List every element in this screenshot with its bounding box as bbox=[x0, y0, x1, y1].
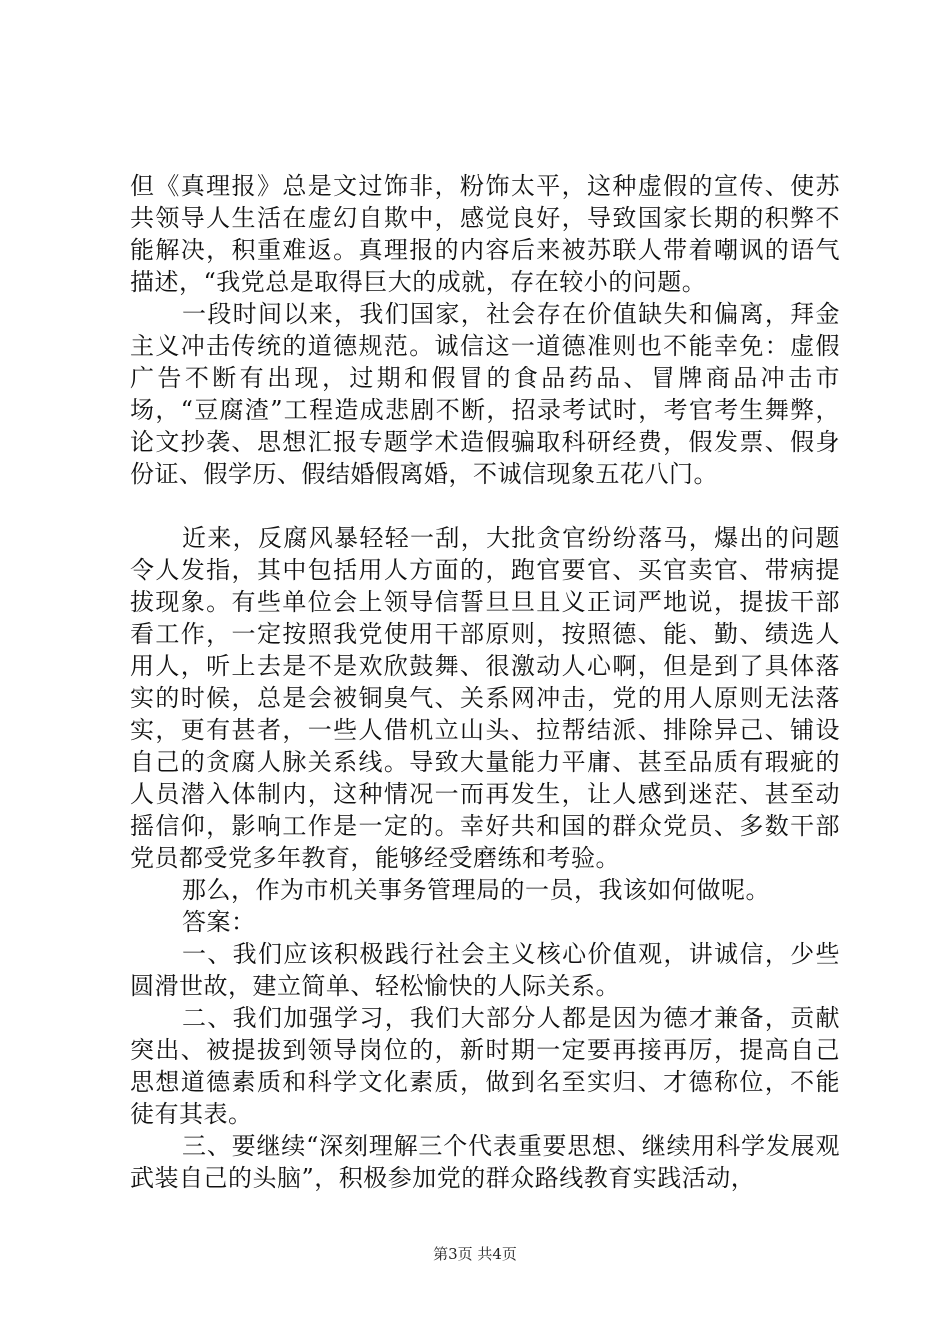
document-body bbox=[130, 170, 840, 1194]
paragraph-pravda: 但《真理报》总是文过饰非，粉饰太平，这种虚假的宣传、使苏共领导人生活在虚幻自欺中，感觉良好，导致国家长期的积弊不能解决，积重难返。真理报的内容后来被苏联人带着嘲讽的语气描述，“我党总是取得巨大的成就，存在较小的问题。 bbox=[130, 172, 840, 296]
paragraph-question: 那么，作为市机关事务管理局的一员，我该如何做呢。 bbox=[182, 876, 770, 904]
paragraph-point-one: 一、我们应该积极践行社会主义核心价值观，讲诚信，少些圆滑世故，建立简单、轻松愉快的人际关系。 bbox=[130, 940, 840, 1000]
paragraph-integrity: 一段时间以来，我们国家，社会存在价值缺失和偏离，拜金主义冲击传统的道德规范。诚信这一道德准则也不能幸免：虚假广告不断有出现，过期和假冒的食品药品、冒牌商品冲击市场，“豆腐渣”工程造成悲剧不断，招录考试时，考官考生舞弊，论文抄袭、思想汇报专题学术造假骗取科研经费，假发票、假身份证、假学历、假结婚假离婚，不诚信现象五花八门。 bbox=[130, 300, 840, 488]
paragraph-point-three: 三、要继续“深刻理解三个代表重要思想、继续用科学发展观武装自己的头脑”，积极参加党的群众路线教育实践活动， bbox=[130, 1132, 840, 1192]
paragraph-point-two: 二、我们加强学习，我们大部分人都是因为德才兼备，贡献突出、被提拔到领导岗位的，新时期一定要再接再厉，提高自己思想道德素质和科学文化素质，做到名至实归、才德称位，不能徒有其表。 bbox=[130, 1004, 840, 1128]
paragraph-answer-label: 答案： bbox=[182, 908, 256, 936]
page-number-footer: 第3页 共4页 bbox=[433, 1245, 517, 1263]
paragraph-anti-corruption: 近来，反腐风暴轻轻一刮，大批贪官纷纷落马，爆出的问题令人发指，其中包括用人方面的，跑官要官、买官卖官、带病提拔现象。有些单位会上领导信誓旦旦且义正词严地说，提拔干部看工作，一定按照我党使用干部原则，按照德、能、勤、绩选人用人，听上去是不是欢欣鼓舞、很激动人心啊，但是到了具体落实的时候，总是会被铜臭气、关系网冲击，党的用人原则无法落实，更有甚者，一些人借机立山头、拉帮结派、排除异己、铺设自己的贪腐人脉关系线。导致大量能力平庸、甚至品质有瑕疵的人员潜入体制内，这种情况一而再发生，让人感到迷茫、甚至动摇信仰，影响工作是一定的。幸好共和国的群众党员、多数干部党员都受党多年教育，能够经受磨练和考验。 bbox=[130, 524, 840, 872]
